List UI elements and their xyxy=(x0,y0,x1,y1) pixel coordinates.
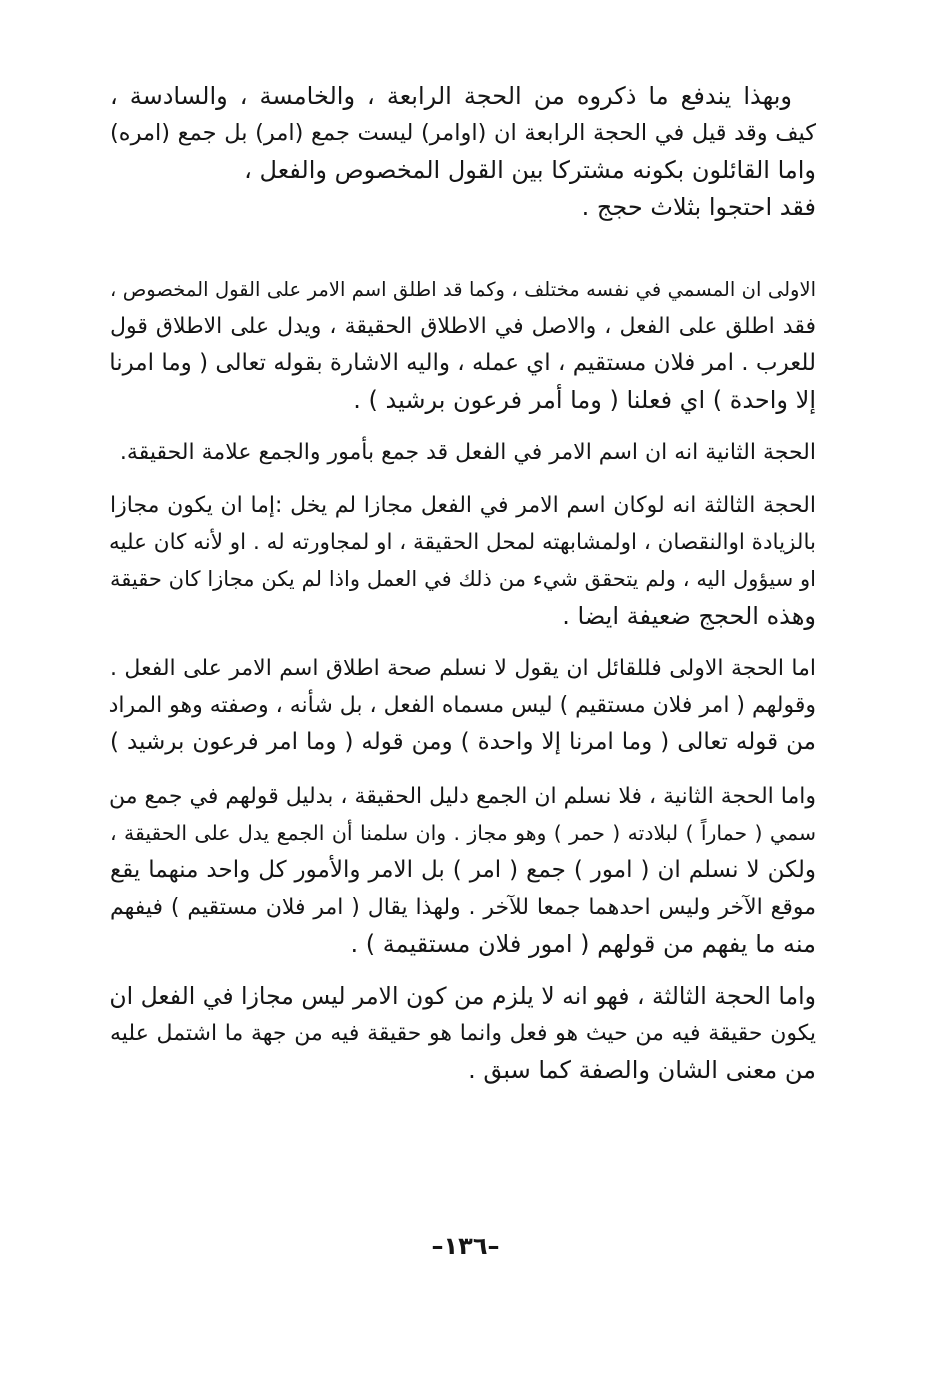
text-line: منه ما يفهم من قولهم ( امور فلان مستقيمة ) . xyxy=(350,930,816,958)
text-line: فقد اطلق على الفعل ، والاصل في الاطلاق الحقيقة ، ويدل على الاطلاق قول xyxy=(110,314,816,339)
text-line: وبهذا يندفع ما ذكروه من الحجة الرابعة ، والخامسة ، والسادسة ، xyxy=(110,82,792,110)
text-line: وقولهم ( امر فلان مستقيم ) ليس مسماه الفعل ، بل شأنه ، وصفته وهو المراد xyxy=(108,693,816,718)
text-line: او سيؤول اليه ، ولم يتحقق شيء من ذلك في العمل واذا لم يكن مجازا كان حقيقة xyxy=(110,567,816,591)
text-line: للعرب . امر فلان مستقيم ، اي عمله ، واليه الاشارة بقوله تعالى ( وما امرنا xyxy=(109,350,816,376)
paragraph-4 xyxy=(110,487,816,635)
paragraph-1 xyxy=(110,78,816,226)
page-body xyxy=(110,78,816,1089)
text-line: إلا واحدة ) اي فعلنا ( وما أمر فرعون برشيد ) . xyxy=(353,386,816,414)
text-line: فقد احتجوا بثلاث حجج . xyxy=(581,193,816,221)
paragraph-2 xyxy=(110,271,816,419)
paragraph-7 xyxy=(110,978,816,1089)
text-line: واما الحجة الثانية ، فلا نسلم ان الجمع دليل الحقيقة ، بدليل قولهم في جمع من xyxy=(108,784,816,809)
text-line: من قوله تعالى ( وما امرنا إلا واحدة ) ومن قوله ( وما امر فرعون برشيد ) xyxy=(110,729,816,755)
text-line: واما الحجة الثالثة ، فهو انه لا يلزم من كون الامر ليس مجازا في الفعل ان xyxy=(109,982,816,1010)
text-line: كيف وقد قيل في الحجة الرابعة ان (اوامر) ليست جمع (امر) بل جمع (امره) xyxy=(110,120,816,146)
text-line: الاولى ان المسمي في نفسه مختلف ، وكما قد اطلق اسم الامر على القول المخصوص ، xyxy=(110,278,816,301)
text-line: موقع الآخر وليس احدهما جمعا للآخر . ولهذا يقال ( امر فلان مستقيم ) فيفهم xyxy=(110,895,816,920)
text-line: واما القائلون بكونه مشتركا بين القول المخصوص والفعل ، xyxy=(244,156,816,184)
text-line: الحجة الثالثة انه لوكان اسم الامر في الفعل مجازا لم يخل :إما ان يكون مجازا xyxy=(110,493,816,518)
text-line: اما الحجة الاولى فللقائل ان يقول لا نسلم صحة اطلاق اسم الامر على الفعل . xyxy=(110,656,816,681)
text-line: سمي ( حماراً ) لبلادته ( حمر ) وهو مجاز . وان سلمنا أن الجمع يدل على الحقيقة ، xyxy=(110,821,816,845)
text-line: من معنى الشان والصفة كما سبق . xyxy=(468,1056,816,1084)
text-line: ولكن لا نسلم ان ( امور ) جمع ( امر ) بل الامر والأمور كل واحد منهما يقع xyxy=(110,857,816,883)
page-number: –١٣٦– xyxy=(431,1232,500,1260)
paragraph-6 xyxy=(110,778,816,963)
text-line: الحجة الثانية انه ان اسم الامر في الفعل قد جمع بأمور والجمع علامة الحقيقة. xyxy=(119,440,816,465)
text-line: بالزيادة اوالنقصان ، اولمشابهته لمحل الحقيقة ، او لمجاورته له . او لأنه كان عليه xyxy=(108,530,816,555)
paragraph-5 xyxy=(110,650,816,761)
text-line: يكون حقيقة فيه من حيث هو فعل وانما هو حقيقة فيه من جهة ما اشتمل عليه xyxy=(110,1021,816,1046)
text-line: وهذه الحجج ضعيفة ايضا . xyxy=(562,602,816,630)
paragraph-3 xyxy=(110,434,816,471)
